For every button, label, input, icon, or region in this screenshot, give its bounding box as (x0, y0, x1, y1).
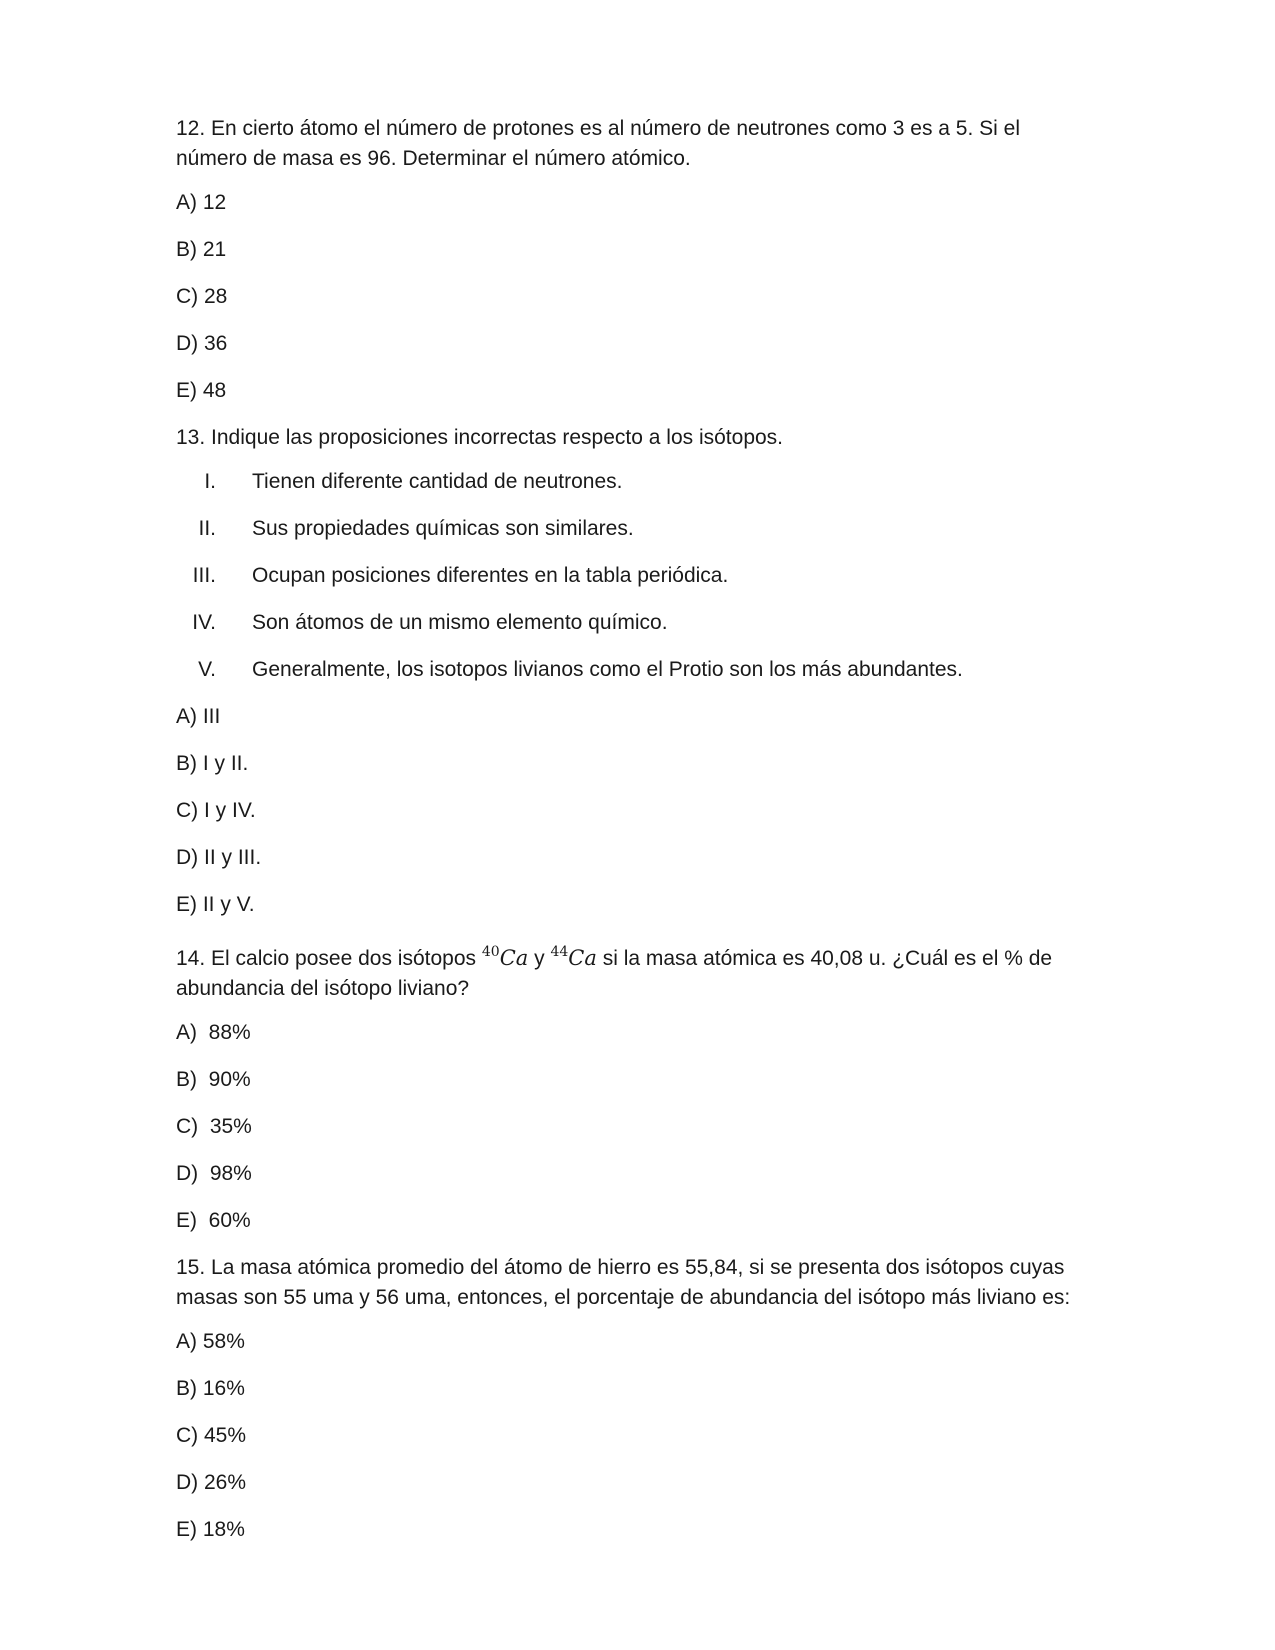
question-14 (176, 937, 1096, 1236)
question-12-text: 12. En cierto átomo el número de protones es al número de neutrones como 3 es a 5. Si el número de masa es 96. Determinar el número atómico. (176, 117, 1020, 170)
question-13-statement-2 (176, 514, 1096, 544)
isotope-symbol: Ca (499, 946, 529, 970)
statement-number: I. (204, 470, 216, 493)
question-12-option-d: D) 36 (176, 332, 228, 355)
question-15-option-d: D) 26% (176, 1471, 247, 1494)
statement-number: II. (198, 517, 216, 540)
question-14-text (176, 937, 1096, 1004)
question-12-option-a: A) 12 (176, 191, 227, 214)
question-15-text: 15. La masa atómica promedio del átomo de hierro es 55,84, si se presenta dos isótopos cuyas masas son 55 uma y 56 uma, entonces, el porcentaje de abundancia del isótopo más liviano es: (176, 1256, 1071, 1309)
question-13-option-b: B) I y II. (176, 752, 249, 775)
question-15-option-c: C) 45% (176, 1424, 247, 1447)
question-13-statement-1 (176, 467, 1096, 497)
statement-text: Generalmente, los isotopos livianos como el Protio son los más abundantes. (252, 658, 963, 681)
question-12-option-e: E) 48 (176, 379, 227, 402)
question-14-text-after: si la masa atómica es 40,08 u. ¿Cuál es el % de abundancia del isótopo liviano? (176, 947, 1053, 1000)
question-13-statement-5 (176, 655, 1096, 685)
statement-number: V. (198, 658, 216, 681)
statement-text: Son átomos de un mismo elemento químico. (252, 611, 668, 634)
question-13-option-d: D) II y III. (176, 846, 262, 869)
question-13-option-a: A) III (176, 705, 221, 728)
question-14-option-b: B) 90% (176, 1068, 251, 1091)
statement-text: Sus propiedades químicas son similares. (252, 517, 634, 540)
question-12 (176, 114, 1096, 406)
isotope-mass-number: 40 (481, 944, 500, 960)
question-14-connector: y (528, 947, 551, 970)
statement-number: IV. (192, 611, 216, 634)
isotope-mass-number: 44 (550, 944, 569, 960)
question-14-text-before: 14. El calcio posee dos isótopos (176, 947, 482, 970)
isotope-ca-44 (550, 946, 596, 970)
question-15 (176, 1253, 1096, 1545)
statement-text: Tienen diferente cantidad de neutrones. (252, 470, 623, 493)
question-13-option-e: E) II y V. (176, 893, 255, 916)
question-13 (176, 423, 1096, 920)
isotope-symbol: Ca (568, 946, 597, 970)
statement-text: Ocupan posiciones diferentes en la tabla periódica. (252, 564, 729, 587)
question-13-statement-3 (176, 561, 1096, 591)
question-13-text: 13. Indique las proposiciones incorrectas respecto a los isótopos. (176, 426, 784, 449)
question-15-option-a: A) 58% (176, 1330, 245, 1353)
question-14-option-c: C) 35% (176, 1115, 252, 1138)
question-15-option-e: E) 18% (176, 1518, 245, 1541)
statement-number: III. (192, 564, 216, 587)
question-13-statement-4 (176, 608, 1096, 638)
question-14-option-d: D) 98% (176, 1162, 252, 1185)
document-content (176, 114, 1096, 1562)
question-14-option-e: E) 60% (176, 1209, 251, 1232)
question-12-option-c: C) 28 (176, 285, 228, 308)
question-15-option-b: B) 16% (176, 1377, 245, 1400)
question-12-option-b: B) 21 (176, 238, 227, 261)
isotope-ca-40 (482, 946, 528, 970)
question-13-option-c: C) I y IV. (176, 799, 256, 822)
question-14-option-a: A) 88% (176, 1021, 251, 1044)
